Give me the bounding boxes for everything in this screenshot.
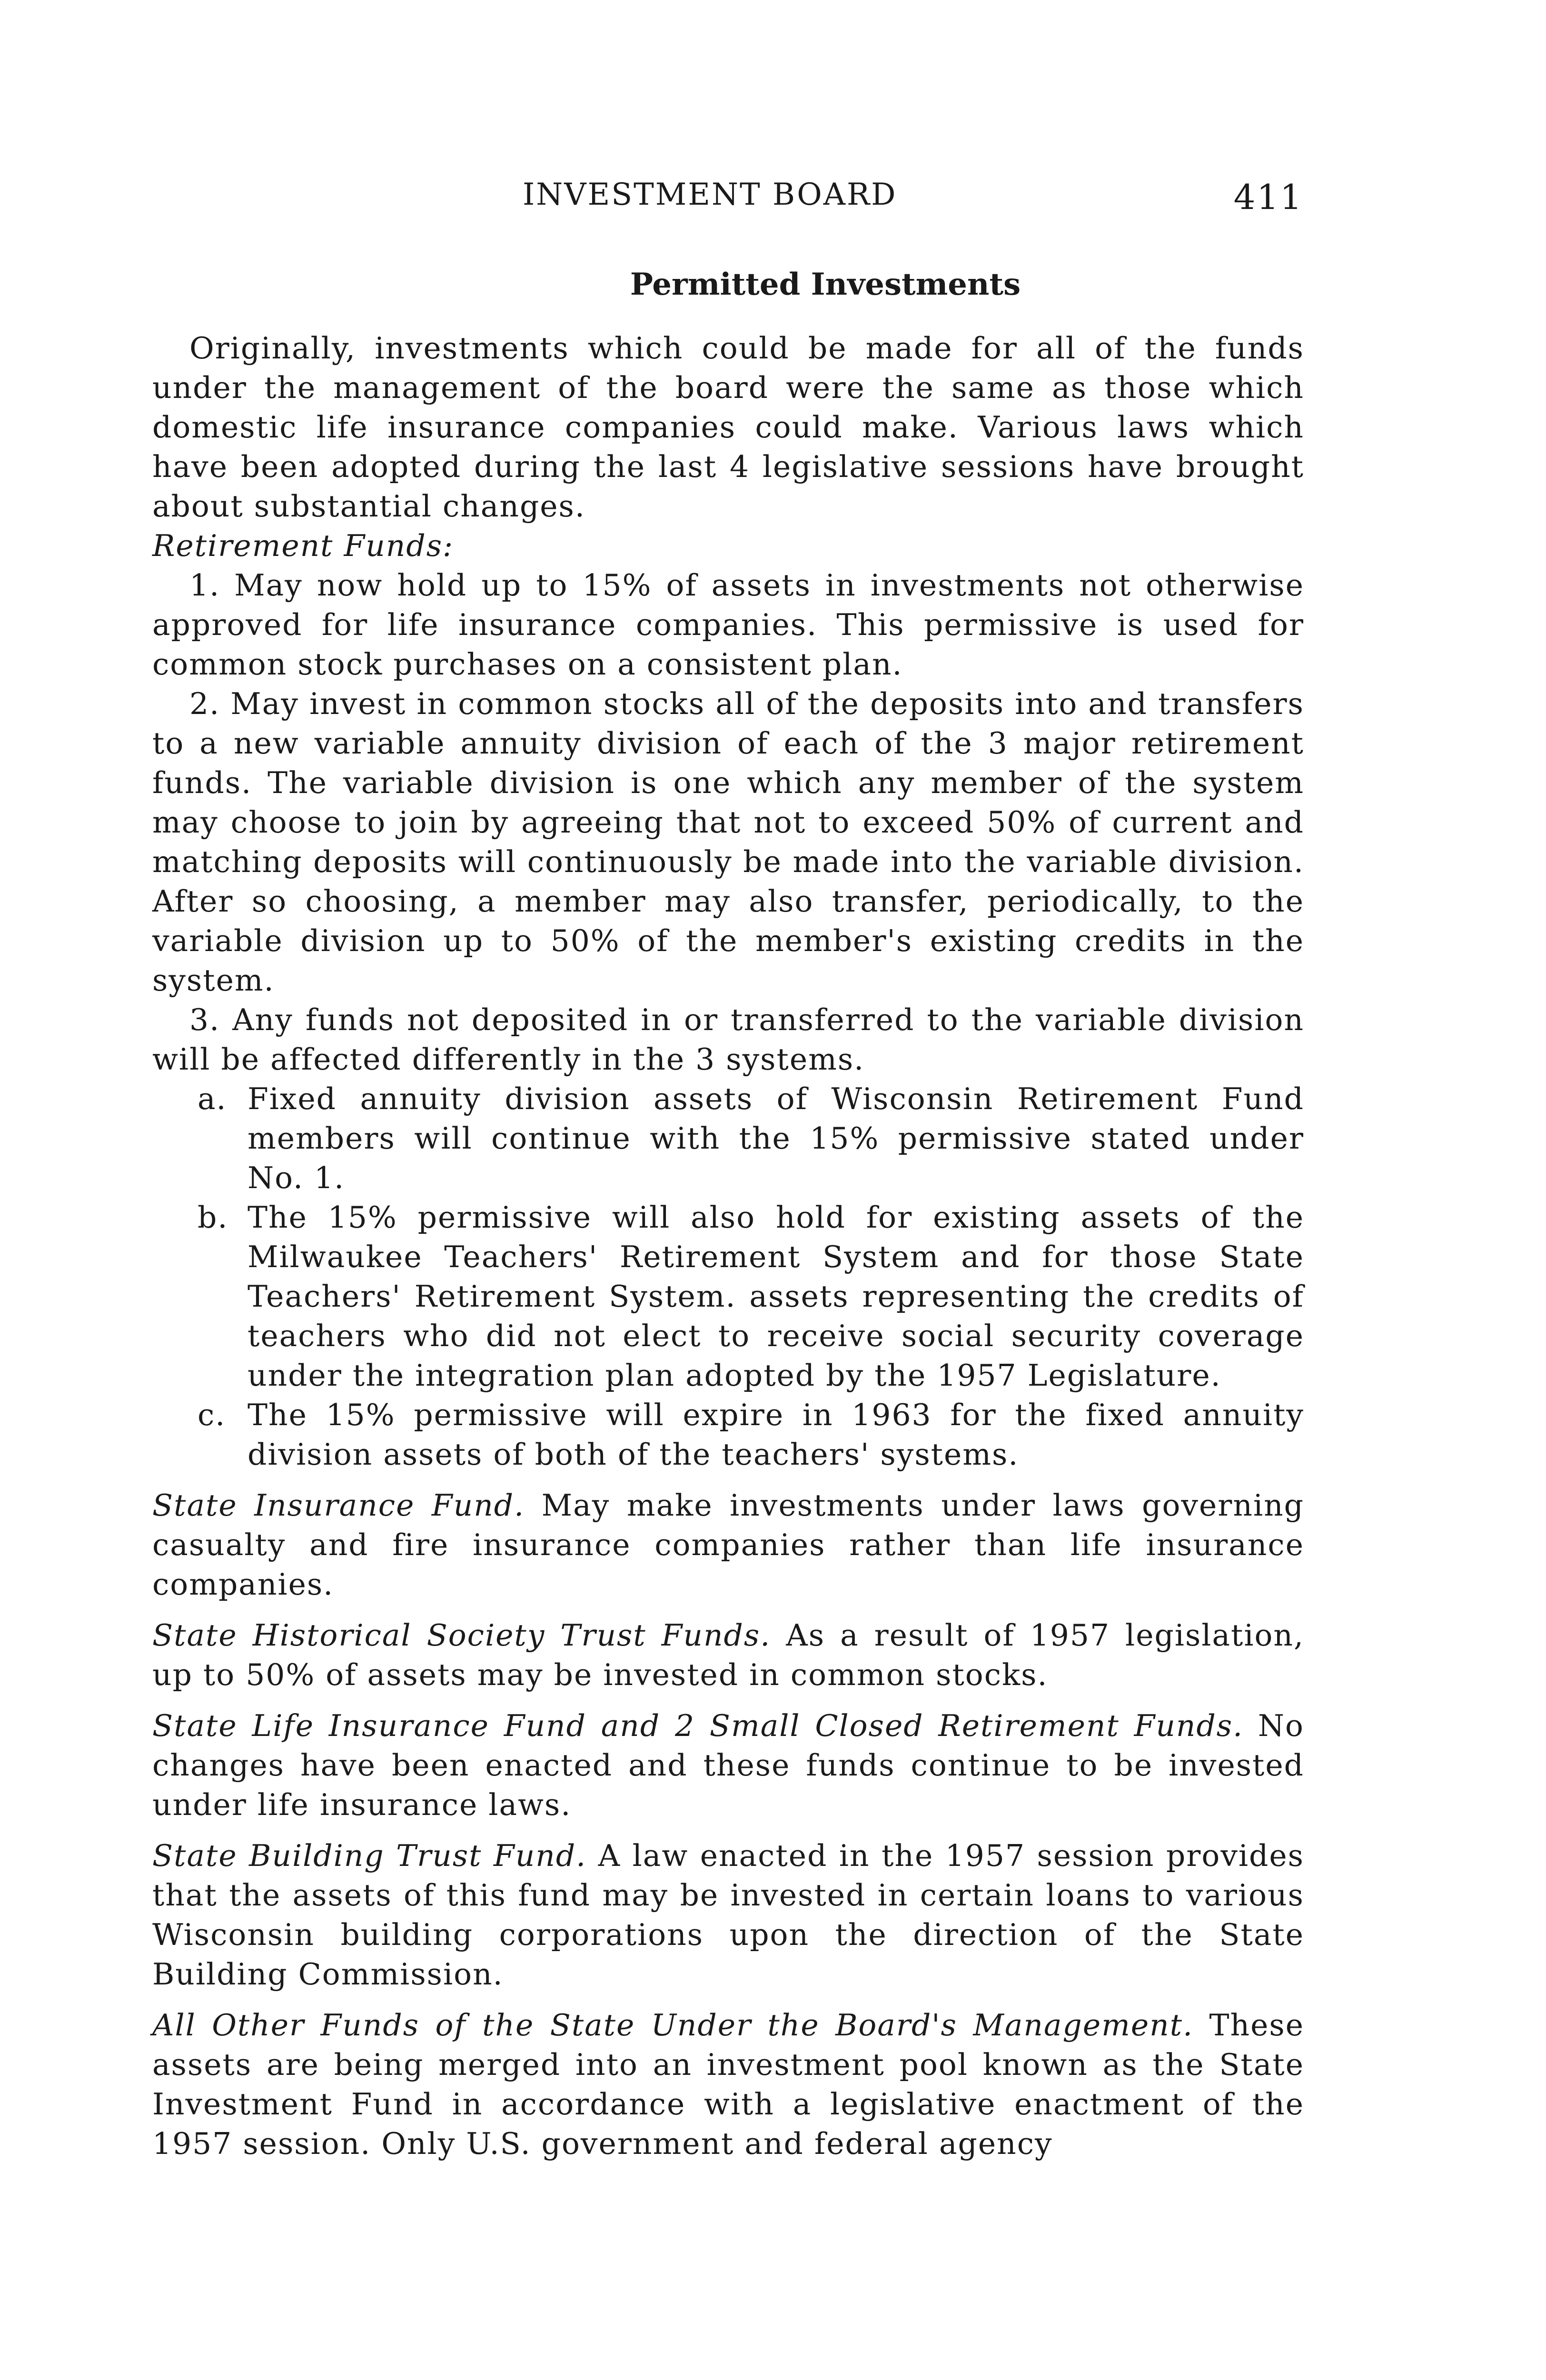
fund-paragraph-state-insurance bbox=[152, 1486, 1304, 1604]
sublist-item-b bbox=[152, 1198, 1304, 1395]
body-text bbox=[152, 328, 1304, 2163]
fund-heading: State Historical Society Trust Funds. bbox=[152, 1618, 771, 1653]
fund-paragraph-other-funds bbox=[152, 2005, 1304, 2163]
running-title: INVESTMENT BOARD bbox=[523, 177, 897, 212]
sublist-text: The 15% permissive will expire in 1963 for the fixed annuity division assets of both of the teachers' systems. bbox=[248, 1398, 1304, 1472]
retirement-item-2: 2. May invest in common stocks all of the deposits into and transfers to a new variable annuity division of each of the 3 major retirement funds. The variable division is one which any member of the system may choose to join by agreeing that not to exceed 50% of current and matching deposits will continuously be made into the variable division. After so choosing, a member may also transfer, periodically, to the variable division up to 50% of the member's existing credits in the system. bbox=[152, 686, 1304, 998]
sublist-marker: b. bbox=[198, 1200, 228, 1235]
sublist-item-c bbox=[152, 1395, 1304, 1474]
fund-paragraph-life-insurance bbox=[152, 1706, 1304, 1825]
retirement-sublist bbox=[152, 1079, 1304, 1474]
fund-heading: State Building Trust Fund. bbox=[152, 1838, 587, 1873]
fund-heading: State Insurance Fund. bbox=[152, 1488, 525, 1523]
sublist-text: The 15% permissive will also hold for existing assets of the Milwaukee Teachers' Retirement System and for those State Teachers' Retirement System. assets representing the credits of teachers who did not elect to receive social security coverage under the integration plan adopted by the 1957 Legislature. bbox=[248, 1200, 1304, 1393]
fund-paragraph-building-trust bbox=[152, 1836, 1304, 1994]
retirement-funds-heading: Retirement Funds: bbox=[152, 528, 454, 563]
section-title: Permitted Investments bbox=[630, 267, 1021, 302]
sublist-item-a bbox=[152, 1079, 1304, 1198]
fund-text: A law enacted in the 1957 session provides that the assets of this fund may be invested in certain loans to various Wisconsin building corporations upon the direction of the State Building Commission. bbox=[152, 1838, 1304, 1992]
running-header bbox=[523, 177, 1303, 220]
fund-text: These assets are being merged into an investment pool known as the State Investment Fund in accordance with a legislative enactment of the 1957 session. Only U.S. government and federal agency bbox=[152, 2008, 1304, 2161]
sublist-marker: c. bbox=[198, 1398, 226, 1432]
sublist-marker: a. bbox=[198, 1081, 227, 1116]
sublist-text: Fixed annuity division assets of Wisconsin Retirement Fund members will continue with the 15% permissive stated under No. 1. bbox=[248, 1081, 1304, 1195]
retirement-item-1: 1. May now hold up to 15% of assets in investments not otherwise approved for life insurance companies. This permissive is used for common stock purchases on a consistent plan. bbox=[152, 568, 1304, 682]
fund-heading: All Other Funds of the State Under the Board's Management. bbox=[152, 2008, 1194, 2043]
fund-text: As a result of 1957 legislation, up to 50% of assets may be invested in common stocks. bbox=[152, 1618, 1304, 1692]
fund-heading: State Life Insurance Fund and 2 Small Closed Retirement Funds. bbox=[152, 1708, 1244, 1743]
fund-text: May make investments under laws governing casualty and fire insurance companies rather than life insurance companies. bbox=[152, 1488, 1304, 1602]
intro-paragraph: Originally, investments which could be made for all of the funds under the management of the board were the same as those which domestic life insurance companies could make. Various laws which have been adopted during the last 4 legislative sessions have brought about substantial changes. bbox=[152, 331, 1304, 524]
fund-text: No changes have been enacted and these funds continue to be invested under life insurance laws. bbox=[152, 1708, 1304, 1822]
page-number: 411 bbox=[1233, 177, 1303, 217]
retirement-item-3: 3. Any funds not deposited in or transferred to the variable division will be affected differently in the 3 systems. bbox=[152, 1002, 1304, 1077]
fund-paragraph-historical-society bbox=[152, 1616, 1304, 1695]
